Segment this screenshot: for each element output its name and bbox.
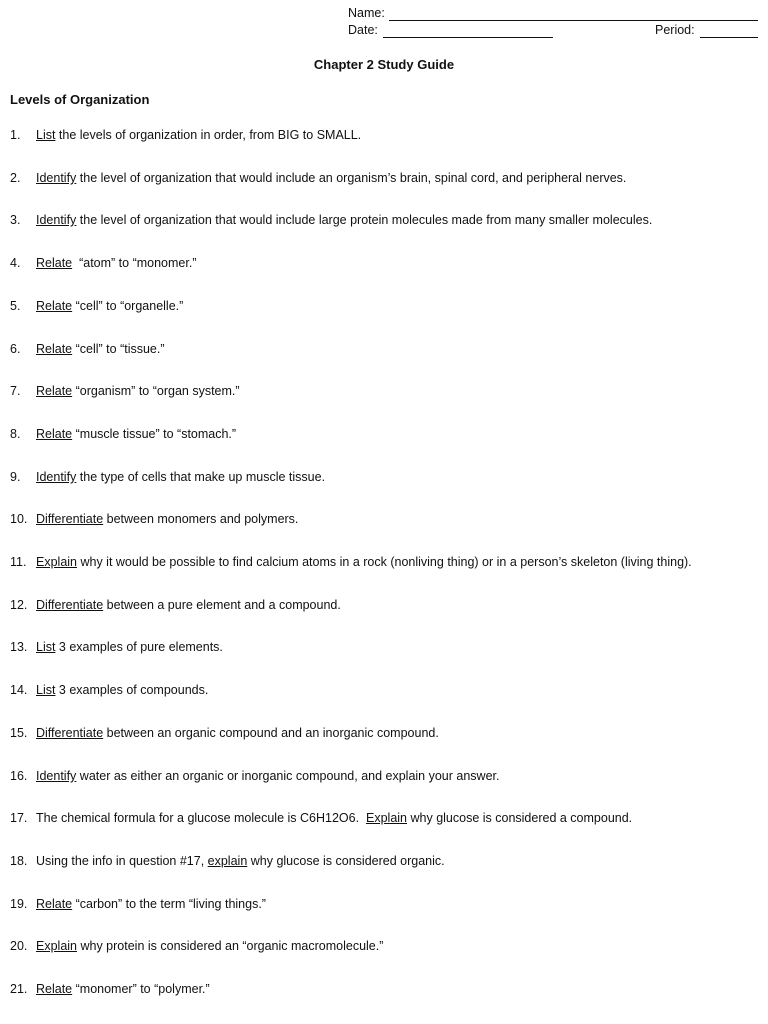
question-text: 3 examples of compounds.	[55, 683, 209, 697]
question-item	[10, 938, 760, 954]
question-text: why glucose is considered a compound.	[407, 811, 633, 825]
question-text: the level of organization that would include an organism’s brain, spinal cord, and peripheral nerves.	[76, 171, 627, 185]
question-text: between a pure element and a compound.	[103, 598, 341, 612]
question-item	[10, 255, 760, 271]
question-verb: Explain	[36, 939, 77, 953]
page-title: Chapter 2 Study Guide	[313, 57, 455, 72]
question-verb: Explain	[366, 811, 408, 825]
question-item	[10, 597, 760, 613]
question-text: between an organic compound and an inorganic compound.	[103, 726, 439, 740]
question-item	[10, 896, 760, 912]
question-item	[10, 810, 760, 826]
question-item	[10, 127, 760, 143]
question-number: 16.	[10, 769, 28, 783]
question-number: 5.	[10, 299, 21, 313]
question-text: “muscle tissue” to “stomach.”	[72, 427, 237, 441]
question-text: the levels of organization in order, from BIG to SMALL.	[55, 128, 362, 142]
question-number: 13.	[10, 640, 28, 654]
question-verb: List	[36, 128, 56, 142]
question-item	[10, 554, 760, 570]
period-blank-line[interactable]	[700, 25, 758, 38]
question-number: 9.	[10, 470, 21, 484]
name-label: Name:	[348, 6, 385, 20]
question-number: 14.	[10, 683, 28, 697]
question-item	[10, 469, 760, 485]
question-verb: Relate	[36, 299, 73, 313]
question-verb: explain	[207, 854, 248, 868]
period-label: Period:	[655, 23, 695, 37]
question-verb: Relate	[36, 256, 73, 270]
question-verb: List	[36, 640, 56, 654]
question-verb: Identify	[36, 213, 77, 227]
question-text-lead: Using the info in question #17,	[36, 854, 208, 868]
question-text: “cell” to “organelle.”	[72, 299, 184, 313]
question-verb: Relate	[36, 427, 73, 441]
question-verb: Differentiate	[36, 726, 104, 740]
question-verb: Differentiate	[36, 598, 104, 612]
question-text: “carbon” to the term “living things.”	[72, 897, 266, 911]
question-text: the type of cells that make up muscle tissue.	[76, 470, 326, 484]
question-number: 15.	[10, 726, 28, 740]
question-number: 3.	[10, 213, 21, 227]
question-text: “organism” to “organ system.”	[72, 384, 240, 398]
question-text: 3 examples of pure elements.	[55, 640, 223, 654]
question-number: 12.	[10, 598, 28, 612]
question-number: 8.	[10, 427, 21, 441]
question-item	[10, 383, 760, 399]
question-verb: Relate	[36, 342, 73, 356]
question-item	[10, 170, 760, 186]
question-text: why it would be possible to find calcium atoms in a rock (nonliving thing) or in a person’s skeleton (living thing).	[77, 555, 692, 569]
question-verb: Relate	[36, 384, 73, 398]
question-item	[10, 511, 760, 527]
question-verb: Identify	[36, 769, 77, 783]
question-verb: List	[36, 683, 56, 697]
question-text: “cell” to “tissue.”	[72, 342, 165, 356]
question-text: water as either an organic or inorganic compound, and explain your answer.	[76, 769, 500, 783]
question-number: 18.	[10, 854, 28, 868]
question-item	[10, 639, 760, 655]
question-text-lead: The chemical formula for a glucose molecule is C6H12O6.	[36, 811, 367, 825]
question-number: 11.	[10, 555, 27, 569]
question-verb: Identify	[36, 470, 77, 484]
question-number: 17.	[10, 811, 28, 825]
question-text: why protein is considered an “organic macromolecule.”	[77, 939, 384, 953]
question-item	[10, 341, 760, 357]
question-item	[10, 981, 760, 997]
question-verb: Relate	[36, 982, 73, 996]
question-verb: Relate	[36, 897, 73, 911]
question-number: 2.	[10, 171, 21, 185]
question-verb: Differentiate	[36, 512, 104, 526]
date-blank-line[interactable]	[383, 25, 553, 38]
question-verb: Explain	[36, 555, 77, 569]
question-text: between monomers and polymers.	[103, 512, 299, 526]
question-item	[10, 853, 760, 869]
question-number: 6.	[10, 342, 21, 356]
question-item	[10, 725, 760, 741]
question-number: 4.	[10, 256, 21, 270]
question-text: why glucose is considered organic.	[247, 854, 445, 868]
question-verb: Identify	[36, 171, 77, 185]
question-text: “monomer” to “polymer.”	[72, 982, 210, 996]
question-number: 7.	[10, 384, 21, 398]
question-item	[10, 298, 760, 314]
question-text: the level of organization that would include large protein molecules made from many smaller molecules.	[76, 213, 653, 227]
question-item	[10, 426, 760, 442]
question-item	[10, 212, 760, 228]
name-blank-line[interactable]	[389, 8, 758, 21]
question-number: 1.	[10, 128, 21, 142]
question-text: “atom” to “monomer.”	[72, 256, 197, 270]
question-number: 20.	[10, 939, 28, 953]
question-item	[10, 768, 760, 784]
question-item	[10, 682, 760, 698]
date-label: Date:	[348, 23, 378, 37]
section-heading: Levels of Organization	[10, 92, 150, 107]
question-number: 21.	[10, 982, 28, 996]
question-number: 19.	[10, 897, 28, 911]
question-number: 10.	[10, 512, 28, 526]
